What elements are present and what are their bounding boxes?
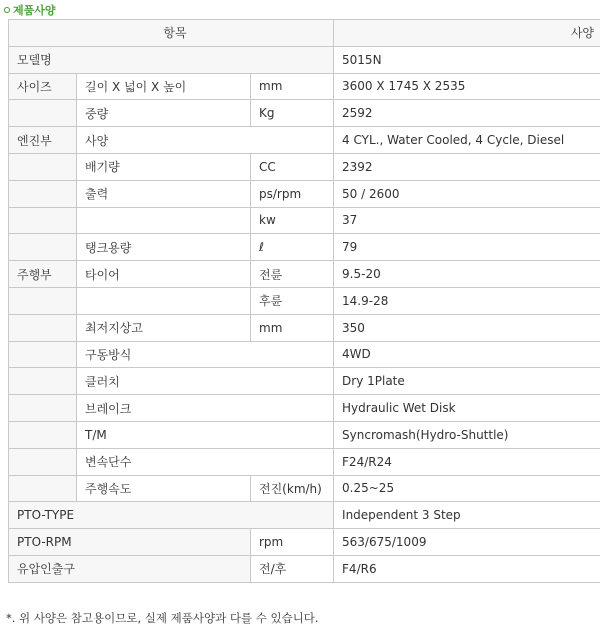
row-value: 350 [334,314,600,341]
table-row [9,287,600,314]
row-category [9,448,77,475]
table-row [9,234,600,261]
row-item: 타이어 [77,261,251,288]
row-value: 563/675/1009 [334,529,600,556]
spec-table [8,19,600,583]
row-value: 5015N [334,46,600,73]
row-category [9,368,77,395]
row-unit: rpm [251,529,334,556]
row-category [9,287,77,314]
row-value: 4WD [334,341,600,368]
row-item: 변속단수 [77,448,334,475]
row-category [9,153,77,180]
row-category [9,421,77,448]
row-item: 출력 [77,180,251,207]
row-category [9,314,77,341]
row-category [9,100,77,127]
row-category: 주행부 [9,261,77,288]
row-unit: Kg [251,100,334,127]
header-item: 항목 [9,20,334,47]
table-row [9,127,600,154]
row-value: 50 / 2600 [334,180,600,207]
table-row [9,341,600,368]
row-item: 중량 [77,100,251,127]
row-item: 배기량 [77,153,251,180]
table-row [9,368,600,395]
row-value: 2392 [334,153,600,180]
table-row [9,529,600,556]
row-item: 최저지상고 [77,314,251,341]
table-row [9,395,600,422]
row-category: 엔진부 [9,127,77,154]
row-category: 유압인출구 [9,555,251,582]
row-unit: mm [251,314,334,341]
row-value: 9.5-20 [334,261,600,288]
row-value: 0.25~25 [334,475,600,502]
row-unit: 전륜 [251,261,334,288]
disclaimer-note: *. 위 사양은 참고용이므로, 실제 제품사양과 다를 수 있습니다. [6,611,319,625]
table-row [9,261,600,288]
table-row [9,314,600,341]
row-value: Dry 1Plate [334,368,600,395]
table-row [9,555,600,582]
row-value: 2592 [334,100,600,127]
row-item: 탱크용량 [77,234,251,261]
row-value: 37 [334,207,600,234]
table-row [9,100,600,127]
table-row [9,46,600,73]
row-category: PTO-TYPE [9,502,334,529]
row-item [77,287,251,314]
row-item: 사양 [77,127,334,154]
row-category: PTO-RPM [9,529,251,556]
table-row [9,180,600,207]
row-unit: ps/rpm [251,180,334,207]
row-value: F4/R6 [334,555,600,582]
row-item: 길이 X 넓이 X 높이 [77,73,251,100]
row-item: 구동방식 [77,341,334,368]
table-row [9,207,600,234]
row-category: 모델명 [9,46,334,73]
row-value: Hydraulic Wet Disk [334,395,600,422]
row-value: 14.9-28 [334,287,600,314]
row-value: 79 [334,234,600,261]
row-unit: mm [251,73,334,100]
table-row [9,502,600,529]
row-value: 3600 X 1745 X 2535 [334,73,600,100]
table-row [9,421,600,448]
row-category [9,341,77,368]
row-unit: ℓ [251,234,334,261]
row-item: 브레이크 [77,395,334,422]
table-row [9,153,600,180]
row-unit: 전/후 [251,555,334,582]
row-category [9,207,77,234]
row-category: 사이즈 [9,73,77,100]
row-item: 주행속도 [77,475,251,502]
row-value: 4 CYL., Water Cooled, 4 Cycle, Diesel [334,127,600,154]
row-category [9,180,77,207]
table-row [9,475,600,502]
row-value: F24/R24 [334,448,600,475]
row-category [9,234,77,261]
row-value: Independent 3 Step [334,502,600,529]
row-item [77,207,251,234]
row-value: Syncromash(Hydro-Shuttle) [334,421,600,448]
table-header-row [9,20,600,47]
row-unit: 전진(km/h) [251,475,334,502]
section-title-text: 제품사양 [13,4,56,17]
bullet-icon [4,7,10,13]
row-category [9,475,77,502]
row-unit: 후륜 [251,287,334,314]
row-unit: kw [251,207,334,234]
table-row [9,448,600,475]
row-item: T/M [77,421,334,448]
row-unit: CC [251,153,334,180]
table-row [9,73,600,100]
header-spec: 사양 [334,20,600,47]
row-category [9,395,77,422]
section-title [4,2,56,18]
row-item: 클러치 [77,368,334,395]
